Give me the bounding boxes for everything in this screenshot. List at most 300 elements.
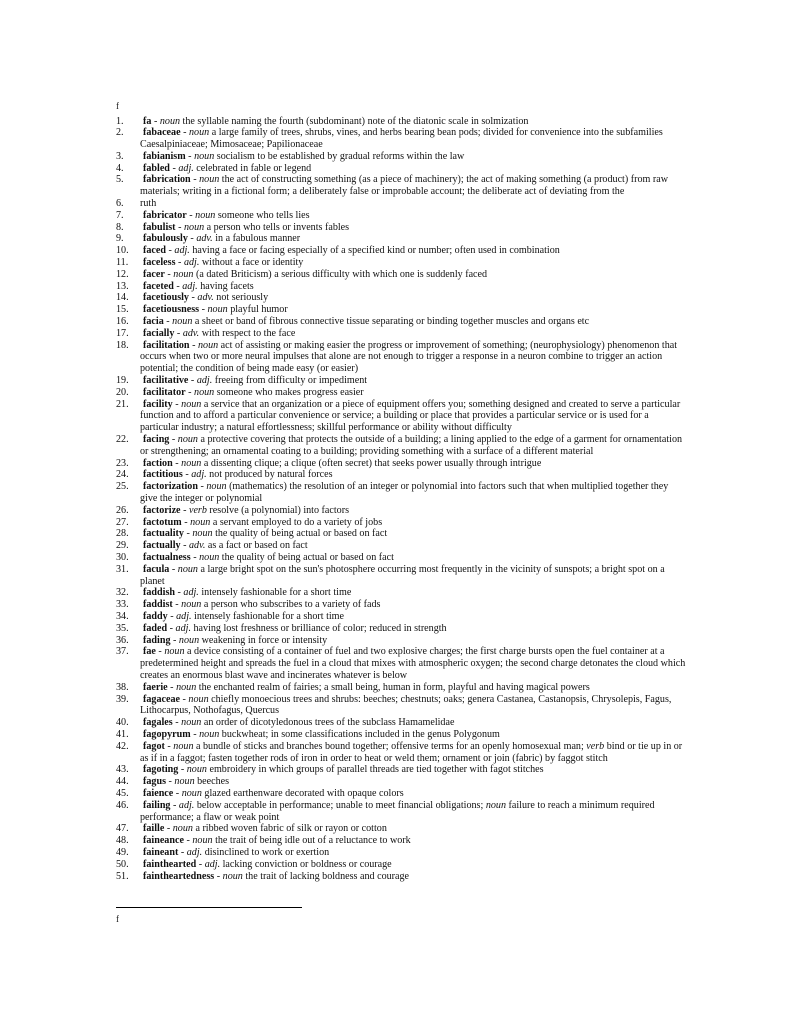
entry-body: [140, 764, 686, 776]
definition-text: failure to reach a minimum required performance; a flaw or weak point: [140, 799, 655, 823]
definition-text: bind or tie up in or as if in a faggot; fasten together rods of iron in order to heat or weld them; ornament or join (fabric) by faggot stitch: [140, 740, 683, 764]
entry-body: [140, 517, 686, 529]
dictionary-entry: [116, 788, 686, 800]
headword: faineant: [143, 846, 179, 858]
entry-body: [140, 116, 686, 128]
part-of-speech: adj.: [182, 280, 198, 292]
entry-body: [140, 328, 686, 340]
part-of-speech: noun: [173, 268, 194, 280]
part-of-speech: noun: [188, 693, 209, 705]
definition-text: -: [167, 610, 177, 622]
definition-text: a bundle of sticks and branches bound together; offensive terms for an openly homosexual man;: [193, 740, 587, 752]
entry-number: 10.: [116, 245, 129, 257]
entry-number: 1.: [116, 115, 124, 127]
definition-text: a service that an organization or a piece of equipment offers you; something designed and created to serve a particular function and to afford a particular convenience or service; a building or place that provides a particular service or is used for a particular industry; a natural effortlessness; skillful performance or ability without difficulty: [140, 398, 681, 434]
definition-text: glazed earthenware decorated with opaque colors: [201, 787, 404, 799]
headword: factualness: [143, 551, 191, 563]
part-of-speech: noun: [177, 563, 198, 575]
header-marker: f: [116, 101, 119, 111]
entry-number: 30.: [116, 551, 129, 563]
dictionary-entry: [116, 764, 686, 776]
entry-body: [140, 399, 686, 434]
headword: faced: [143, 245, 166, 257]
dictionary-entry: [116, 116, 686, 128]
entry-body: [140, 646, 686, 681]
definition-text: (a dated Briticism) a serious difficulty with which one is suddenly faced: [193, 268, 488, 280]
definition-text: having a face or facing especially of a specified kind or number; often used in combination: [189, 245, 560, 257]
definition-text: -: [155, 646, 165, 658]
part-of-speech: noun: [206, 481, 227, 493]
definition-text: -: [163, 316, 173, 328]
part-of-speech: verb: [586, 740, 605, 752]
part-of-speech: noun: [181, 787, 202, 799]
definition-text: -: [170, 634, 179, 646]
part-of-speech: adj.: [178, 799, 195, 811]
part-of-speech: adj.: [204, 858, 221, 870]
entry-body: [140, 340, 686, 375]
definition-text: -: [180, 693, 189, 705]
part-of-speech: noun: [164, 646, 185, 658]
entry-number: 2.: [116, 127, 124, 139]
entry-body: [140, 469, 686, 481]
headword: faded: [143, 622, 168, 634]
part-of-speech: adj.: [174, 245, 190, 257]
definition-text: not seriously: [213, 292, 269, 304]
headword: failing: [143, 799, 171, 811]
entry-body: [140, 292, 686, 304]
definition-text: beeches: [194, 776, 230, 788]
entry-body: [140, 257, 686, 269]
headword: facer: [143, 268, 165, 280]
part-of-speech: noun: [197, 339, 219, 351]
part-of-speech: adj.: [186, 846, 203, 858]
definition-text: a ribbed woven fabric of silk or rayon or cotton: [192, 823, 387, 835]
part-of-speech: adv.: [182, 327, 200, 339]
definition-text: -: [180, 504, 189, 516]
definition-text: a protective covering that protects the outside of a building; a lining applied to the edge of a garment for ornamentation or strengthening; an ornamental coating to a building; providing something with a surface of a different material: [140, 434, 683, 457]
definition-text: -: [190, 174, 200, 186]
definition-text: -: [185, 150, 195, 162]
dictionary-entry: [116, 304, 686, 316]
headword: facetiousness: [143, 304, 200, 316]
dictionary-entry: [116, 611, 686, 623]
entry-body: [140, 599, 686, 611]
definition-text: someone who tells lies: [215, 209, 310, 221]
dictionary-entry: [116, 233, 686, 245]
definition-text: a dissenting clique; a clique (often secret) that seeks power usually through intrigue: [201, 457, 542, 469]
headword: factuality: [143, 528, 184, 540]
definition-text: with respect to the face: [199, 327, 296, 339]
part-of-speech: noun: [207, 304, 228, 316]
definition-text: a servant employed to do a variety of jobs: [210, 516, 383, 528]
dictionary-entry: [116, 174, 686, 198]
definition-text: -: [196, 858, 205, 870]
dictionary-entry: [116, 210, 686, 222]
entry-number: 41.: [116, 728, 129, 740]
definition-text: socialism to be established by gradual reforms within the law: [214, 150, 465, 162]
headword: fabled: [143, 162, 170, 174]
definition-text: the quality of being actual or based on fact: [219, 551, 394, 563]
part-of-speech: noun: [174, 776, 195, 788]
definition-text: having lost freshness or brilliance of color; reduced in strength: [190, 622, 447, 634]
headword: fabaceae: [143, 127, 181, 139]
definition-text: -: [178, 846, 187, 858]
dictionary-entry: [116, 245, 686, 257]
headword: fading: [143, 634, 171, 646]
part-of-speech: noun: [195, 209, 216, 221]
dictionary-entry: [116, 163, 686, 175]
entry-number: 11.: [116, 257, 129, 269]
entry-number: 42.: [116, 740, 129, 752]
dictionary-entry: [116, 151, 686, 163]
dictionary-entry: [116, 387, 686, 399]
entry-body: [140, 210, 686, 222]
entry-body: [140, 623, 686, 635]
part-of-speech: noun: [194, 150, 215, 162]
entry-number: 14.: [116, 292, 129, 304]
definition-text: -: [164, 268, 174, 280]
definition-text: chiefly monoecious trees and shrubs: beeches; chestnuts; oaks; genera Castanea, Castanopsis, Chrysolepis, Fagus, Lithocarpus, Nothofagus, Quercus: [140, 693, 672, 717]
dictionary-entry: [116, 835, 686, 847]
dictionary-entry: [116, 198, 686, 210]
definition-text: in a fabulous manner: [212, 233, 301, 245]
headword: fabricator: [143, 209, 187, 221]
dictionary-entry: [116, 717, 686, 729]
entry-body: [140, 729, 686, 741]
dictionary-entry: [116, 528, 686, 540]
entry-number: 19.: [116, 375, 129, 387]
part-of-speech: adj.: [183, 257, 200, 269]
definition-text: -: [167, 622, 176, 634]
entry-number: 35.: [116, 622, 129, 634]
entry-number: 34.: [116, 610, 129, 622]
entry-body: [140, 316, 686, 328]
entry-number: 25.: [116, 481, 129, 493]
headword: facilitation: [143, 339, 190, 351]
entry-body: [140, 741, 686, 765]
headword: fabrication: [143, 174, 191, 186]
entry-number: 16.: [116, 316, 129, 328]
definition-text: -: [169, 162, 179, 174]
entry-body: [140, 458, 686, 470]
headword: faddish: [143, 587, 175, 599]
headword: fagoting: [143, 764, 179, 776]
entry-number: 9.: [116, 233, 124, 245]
entry-number: 46.: [116, 799, 129, 811]
dictionary-entry: [116, 871, 686, 883]
definition-text: below acceptable in performance; unable to meet financial obligations;: [194, 799, 486, 811]
dictionary-entry: [116, 505, 686, 517]
part-of-speech: noun: [173, 740, 194, 752]
part-of-speech: noun: [199, 551, 220, 563]
definition-text: intensely fashionable for a short time: [198, 587, 352, 599]
part-of-speech: adj.: [191, 469, 207, 481]
dictionary-entry: [116, 281, 686, 293]
definition-text: -: [164, 823, 173, 835]
definition-text: not produced by natural forces: [206, 469, 333, 481]
entry-body: [140, 823, 686, 835]
definition-text: the trait of lacking boldness and courage: [242, 870, 410, 882]
definition-text: -: [169, 434, 178, 446]
definition-text: playful humor: [227, 304, 288, 316]
definition-text: -: [178, 764, 187, 776]
headword: faineance: [143, 835, 184, 847]
definition-text: -: [199, 304, 208, 316]
headword: facility: [143, 398, 173, 410]
entry-body: [140, 222, 686, 234]
dictionary-entry: [116, 399, 686, 434]
definition-text: without a face or identity: [199, 257, 304, 269]
part-of-speech: adj.: [183, 587, 199, 599]
part-of-speech: noun: [199, 728, 220, 740]
definition-text: -: [187, 233, 197, 245]
part-of-speech: verb: [188, 504, 207, 516]
definition-text: -: [172, 457, 182, 469]
dictionary-entry: [116, 269, 686, 281]
definition-text: -: [174, 327, 183, 339]
part-of-speech: noun: [186, 764, 207, 776]
entry-number: 40.: [116, 717, 129, 729]
part-of-speech: noun: [181, 717, 202, 729]
entry-body: [140, 505, 686, 517]
dictionary-entry: [116, 564, 686, 588]
entry-body: [140, 281, 686, 293]
entry-body: [140, 847, 686, 859]
entry-number: 43.: [116, 764, 129, 776]
headword: faerie: [143, 681, 168, 693]
headword: fabulously: [143, 233, 188, 245]
dictionary-entry: [116, 517, 686, 529]
definition-text: as a fact or based on fact: [205, 540, 308, 552]
definition-text: -: [169, 563, 178, 575]
entry-body: [140, 375, 686, 387]
definition-text: act of assisting or making easier the progress or improvement of something; (neurophysiology) phenomenon that occurs when two or more neural impulses that alone are not enough to trigger a response in a neuron combine to trigger an action potential; the condition of being made easy (or easier): [140, 339, 678, 375]
entry-body: [140, 717, 686, 729]
entry-number: 31.: [116, 563, 129, 575]
part-of-speech: noun: [183, 221, 205, 233]
headword: fagot: [143, 740, 165, 752]
dictionary-entry: [116, 623, 686, 635]
dictionary-entry: [116, 646, 686, 681]
part-of-speech: noun: [485, 799, 506, 811]
part-of-speech: noun: [192, 528, 213, 540]
definition-text: -: [164, 740, 174, 752]
definition-text: the quality of being actual or based on fact: [212, 528, 388, 540]
entry-number: 49.: [116, 846, 129, 858]
definition-text: -: [186, 209, 196, 221]
definition-text: a device consisting of a container of fuel and two explosive charges; the first charge bursts open the fuel container at a predetermined height and spreads the fuel in a cloud that mixes with atmospheric oxygen; the second charge detonates the cloud which creates an enormous blast wave and incinerates whatever is below: [140, 646, 686, 681]
headword: faille: [143, 823, 165, 835]
dictionary-entry: [116, 847, 686, 859]
dictionary-entry: [116, 859, 686, 871]
entry-number: 44.: [116, 776, 129, 788]
entry-number: 36.: [116, 634, 129, 646]
definition-text: an order of dicotyledonous trees of the subclass Hamamelidae: [201, 717, 455, 729]
definition-text: the enchanted realm of fairies; a small being, human in form, playful and having magical powers: [196, 681, 590, 693]
headword: factually: [143, 540, 181, 552]
definition-text: -: [172, 717, 182, 729]
part-of-speech: adj.: [178, 162, 194, 174]
dictionary-entry: [116, 340, 686, 375]
entry-number: 32.: [116, 587, 129, 599]
headword: fagopyrum: [143, 728, 191, 740]
definition-text: lacking conviction or boldness or courage: [220, 858, 392, 870]
part-of-speech: noun: [172, 823, 193, 835]
entry-number: 21.: [116, 398, 129, 410]
part-of-speech: noun: [177, 434, 198, 446]
definition-text: the trait of being idle out of a reluctance to work: [212, 835, 411, 847]
entry-number: 4.: [116, 162, 124, 174]
entry-body: [140, 564, 686, 588]
headword: fagaceae: [143, 693, 180, 705]
headword: facilitator: [143, 386, 186, 398]
headword: facilitative: [143, 375, 189, 387]
definition-text: -: [183, 835, 193, 847]
entry-body: [140, 387, 686, 399]
entry-number: 23.: [116, 457, 129, 469]
definition-text: -: [183, 528, 193, 540]
headword: faction: [143, 457, 173, 469]
definition-text: buckwheat; in some classifications included in the genus Polygonum: [219, 728, 500, 740]
definition-text: disinclined to work or exertion: [202, 846, 330, 858]
entry-body: [140, 198, 686, 210]
dictionary-entry: [116, 682, 686, 694]
entry-number: 48.: [116, 835, 129, 847]
part-of-speech: adv.: [197, 292, 214, 304]
dictionary-entry: [116, 552, 686, 564]
entry-number: 24.: [116, 469, 129, 481]
part-of-speech: noun: [176, 681, 197, 693]
entry-body: [140, 245, 686, 257]
definition-text: having facets: [197, 280, 254, 292]
dictionary-entry: [116, 328, 686, 340]
entry-number: 13.: [116, 280, 129, 292]
definition-text: a sheet or band of fibrous connective tissue separating or binding together muscles and organs etc: [192, 316, 590, 328]
headword: factorization: [143, 481, 198, 493]
dictionary-entry: [116, 222, 686, 234]
headword: facula: [143, 563, 170, 575]
definition-text: -: [197, 481, 207, 493]
definition-text: someone who makes progress easier: [214, 386, 364, 398]
entry-body: [140, 127, 686, 151]
entry-body: [140, 776, 686, 788]
entry-body: [140, 151, 686, 163]
headword: fagales: [143, 717, 173, 729]
entry-number: 5.: [116, 174, 124, 186]
headword: faceless: [143, 257, 176, 269]
dictionary-entry: [116, 729, 686, 741]
headword: fa: [143, 115, 152, 127]
definition-text: -: [190, 551, 200, 563]
entry-number: 22.: [116, 434, 129, 446]
definition-text: the act of constructing something (as a piece of machinery); the act of making something (a product) from raw materials; writing in a fictional form; a deliberately false or improbable account; the deliberate act of deviating from the: [140, 174, 669, 198]
headword: faceted: [143, 280, 174, 292]
definition-text: -: [175, 221, 184, 233]
headword: fabulist: [143, 221, 176, 233]
part-of-speech: adj.: [176, 610, 192, 622]
entry-number: 39.: [116, 693, 129, 705]
headword: factorize: [143, 504, 181, 516]
definition-text: -: [181, 516, 191, 528]
entry-body: [140, 304, 686, 316]
entry-body: [140, 859, 686, 871]
headword: fae: [143, 646, 156, 658]
part-of-speech: noun: [181, 457, 202, 469]
dictionary-entry: [116, 375, 686, 387]
definition-text: resolve (a polynomial) into factors: [206, 504, 350, 516]
definition-text: -: [182, 469, 192, 481]
entry-number: 37.: [116, 646, 129, 658]
part-of-speech: noun: [192, 835, 213, 847]
dictionary-entry: [116, 823, 686, 835]
dictionary-entry: [116, 635, 686, 647]
entry-body: [140, 174, 686, 198]
definition-text: -: [190, 728, 200, 740]
definition-text: -: [214, 870, 223, 882]
entry-body: [140, 481, 686, 505]
definition-text: intensely fashionable for a short time: [191, 610, 345, 622]
definition-text: a large bright spot on the sun's photosphere occurring most frequently in the vicinity of sunspots; a bright spot on a planet: [140, 563, 665, 587]
headword: fabianism: [143, 150, 186, 162]
definition-text: a person who subscribes to a variety of fads: [201, 599, 381, 611]
part-of-speech: noun: [199, 174, 220, 186]
headword: facia: [143, 316, 164, 328]
part-of-speech: adj.: [196, 375, 213, 387]
part-of-speech: adj.: [175, 622, 191, 634]
entry-body: [140, 635, 686, 647]
definition-text: -: [166, 776, 175, 788]
dictionary-entry-list: [116, 116, 686, 883]
entry-body: [140, 611, 686, 623]
headword: facing: [143, 434, 170, 446]
entry-number: 18.: [116, 339, 129, 351]
definition-text: ruth: [140, 198, 157, 210]
dictionary-entry: [116, 292, 686, 304]
entry-number: 6.: [116, 198, 124, 210]
dictionary-entry: [116, 540, 686, 552]
headword: fainthearted: [143, 858, 197, 870]
entry-number: 27.: [116, 516, 129, 528]
part-of-speech: noun: [159, 115, 181, 127]
dictionary-entry: [116, 741, 686, 765]
entry-number: 28.: [116, 528, 129, 540]
definition-text: -: [172, 398, 182, 410]
entry-number: 20.: [116, 386, 129, 398]
definition-text: freeing from difficulty or impediment: [212, 375, 368, 387]
definition-text: -: [170, 799, 179, 811]
definition-text: -: [180, 540, 189, 552]
definition-text: a person who tells or invents fables: [204, 221, 350, 233]
entry-body: [140, 871, 686, 883]
entry-body: [140, 587, 686, 599]
dictionary-entry: [116, 776, 686, 788]
entry-number: 33.: [116, 599, 129, 611]
entry-number: 8.: [116, 221, 124, 233]
definition-text: the syllable naming the fourth (subdominant) note of the diatonic scale in solmization: [180, 115, 529, 127]
entry-number: 17.: [116, 327, 129, 339]
definition-text: celebrated in fable or legend: [193, 162, 312, 174]
entry-number: 29.: [116, 540, 129, 552]
entry-number: 7.: [116, 209, 124, 221]
part-of-speech: noun: [178, 634, 200, 646]
definition-text: -: [189, 339, 198, 351]
definition-text: weakening in force or intensity: [199, 634, 328, 646]
definition-text: -: [175, 257, 184, 269]
dictionary-entry: [116, 257, 686, 269]
definition-text: -: [172, 599, 182, 611]
definition-text: embroidery in which groups of parallel threads are tied together with fagot stitches: [206, 764, 544, 776]
part-of-speech: noun: [181, 398, 202, 410]
